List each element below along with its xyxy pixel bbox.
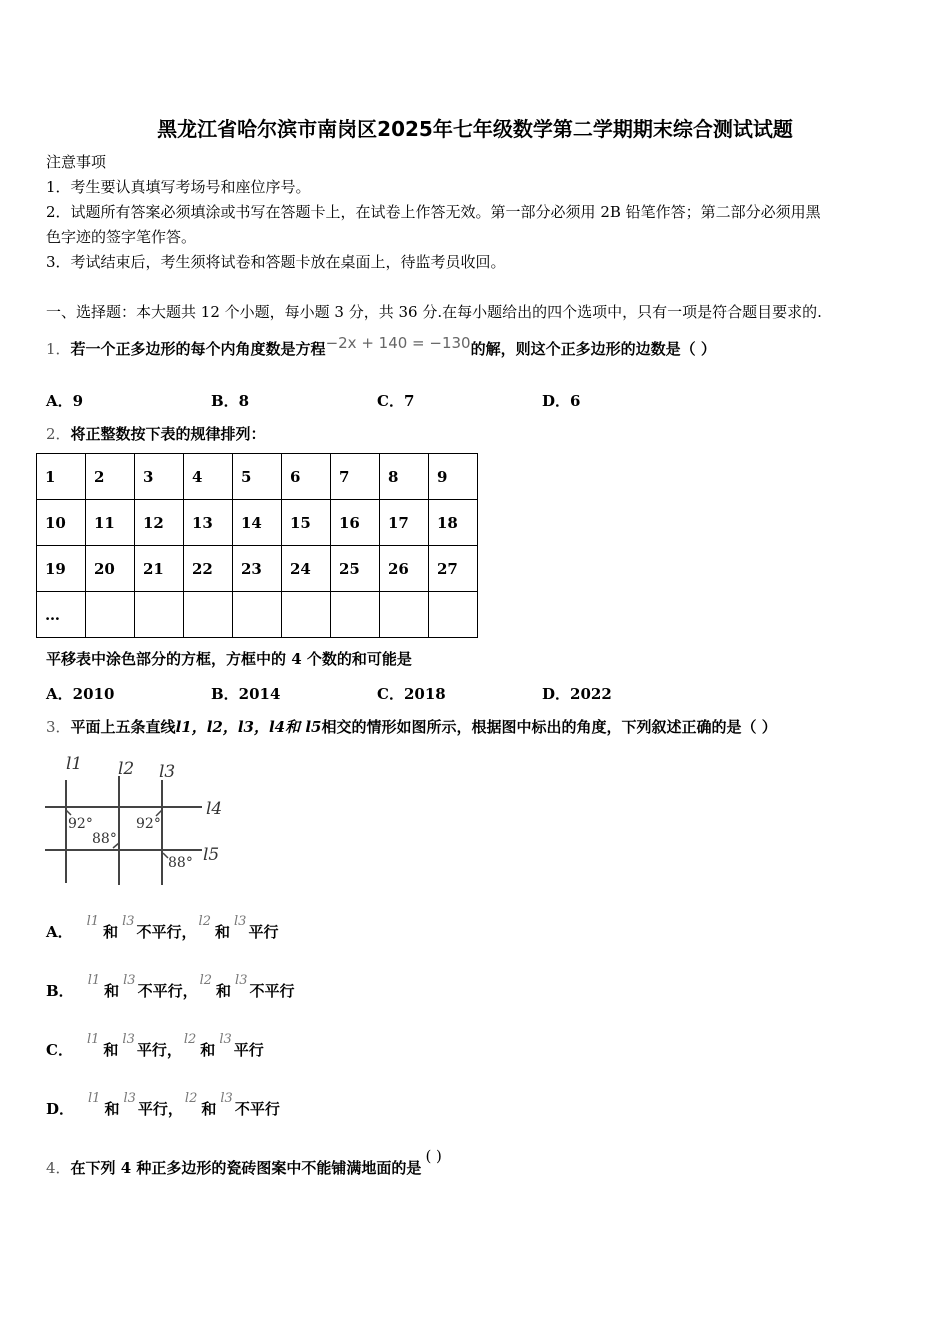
option-text: 平行 [248, 923, 279, 941]
table-cell: 2 [86, 454, 135, 500]
option-text: 平行， [136, 1041, 182, 1059]
option-letter: D． [46, 1100, 75, 1118]
table-cell: 7 [331, 454, 380, 500]
page-title: 黑龙江省哈尔滨市南岗区2025年七年级数学第二学期期末综合测试试题 [157, 117, 793, 141]
table-cell: 10 [37, 500, 86, 546]
table-cell: 16 [331, 500, 380, 546]
line-symbol: l1 [86, 914, 100, 929]
question-text: 相交的情形如图所示，根据图中标出的角度，下列叙述正确的是（ ） [321, 718, 777, 736]
line-symbol: l3 [122, 914, 135, 929]
question-3 [46, 717, 777, 737]
question-text: 若一个正多边形的每个内角度数是方程 [70, 340, 326, 358]
notice-item: 3．考试结束后，考生须将试卷和答题卡放在桌面上，待监考员收回。 [46, 253, 506, 271]
question-text: 平移表中涂色部分的方框，方框中的 4 个数的和可能是 [46, 650, 412, 668]
option-c[interactable]: C．2018 [377, 685, 446, 703]
line-symbol: l2 [184, 1091, 198, 1106]
notice-item: 2．试题所有答案必须填涂或书写在答题卡上，在试卷上作答无效。第一部分必须用 2B 铅笔作答；第二部分必须用黑 [46, 203, 821, 221]
option-text: 和 [216, 982, 232, 1000]
line-symbol: l1 [86, 1032, 100, 1047]
table-cell: 20 [86, 546, 135, 592]
notice-item: 色字迹的签字笔作答。 [46, 228, 197, 246]
lines-list: l1，l2，l3，l4和 l5 [175, 718, 322, 736]
table-cell: 1 [37, 454, 86, 500]
table-cell [380, 592, 429, 638]
label-l3: l3 [159, 762, 176, 782]
table-cell: 14 [233, 500, 282, 546]
table-cell: 18 [429, 500, 478, 546]
equation: −2x + 140 = −130 [325, 334, 471, 352]
question-1 [46, 334, 716, 359]
angle-label: 92° [68, 816, 93, 832]
line-symbol: l3 [123, 973, 136, 988]
table-cell: 25 [331, 546, 380, 592]
line-symbol: l3 [219, 1032, 232, 1047]
question-number: 3． [46, 718, 71, 736]
table-cell: 21 [135, 546, 184, 592]
line-symbol: l2 [183, 1032, 197, 1047]
table-cell [429, 592, 478, 638]
option-text: 和 [103, 923, 119, 941]
option-text: 和 [201, 1100, 217, 1118]
option-text: 不平行 [249, 982, 295, 1000]
table-cell: 23 [233, 546, 282, 592]
label-l2: l2 [118, 759, 135, 779]
option-d[interactable]: D．2022 [542, 685, 612, 703]
notice-item: 1．考生要认真填写考场号和座位序号。 [46, 178, 311, 196]
table-cell: 27 [429, 546, 478, 592]
question-text: 的解，则这个正多边形的边数是（ ） [470, 340, 716, 358]
table-cell: 13 [184, 500, 233, 546]
table-row [37, 500, 478, 546]
question-number: 2． [46, 425, 71, 443]
table-cell: 5 [233, 454, 282, 500]
table-cell: 3 [135, 454, 184, 500]
label-l1: l1 [66, 754, 83, 774]
line-symbol: l3 [123, 1091, 136, 1106]
question-2 [46, 424, 266, 444]
option-text: 不平行， [136, 923, 197, 941]
option-text: 和 [104, 1100, 120, 1118]
label-l4: l4 [206, 799, 223, 819]
table-cell: 17 [380, 500, 429, 546]
table-cell: 15 [282, 500, 331, 546]
lines-figure [40, 750, 240, 890]
option-text: 不平行， [137, 982, 198, 1000]
table-cell [282, 592, 331, 638]
option-text: 和 [104, 982, 120, 1000]
table-row [37, 546, 478, 592]
question-4 [46, 1147, 442, 1178]
table-cell: 11 [86, 500, 135, 546]
table-cell [233, 592, 282, 638]
option-letter: A． [46, 923, 73, 941]
option-text: 平行 [233, 1041, 264, 1059]
option-c[interactable] [46, 1032, 264, 1062]
option-text: 和 [200, 1041, 216, 1059]
option-d[interactable] [46, 1091, 280, 1121]
line-symbol: l3 [235, 973, 248, 988]
table-cell [86, 592, 135, 638]
table-cell: 4 [184, 454, 233, 500]
question-text: 在下列 4 种正多边形的瓷砖图案中不能铺满地面的是 [70, 1159, 422, 1177]
table-cell: 8 [380, 454, 429, 500]
angle-label: 92° [136, 816, 161, 832]
table-cell: 26 [380, 546, 429, 592]
table-cell: 12 [135, 500, 184, 546]
option-letter: B． [46, 982, 74, 1000]
question-text: 平面上五条直线 [70, 718, 176, 736]
table-cell: … [37, 592, 86, 638]
option-text: 不平行 [234, 1100, 280, 1118]
question-number: 1． [46, 340, 71, 358]
table-row [37, 592, 478, 638]
line-symbol: l2 [198, 914, 211, 929]
question-number: 4． [46, 1159, 71, 1177]
line-symbol: l3 [234, 914, 247, 929]
answer-parentheses: ( ) [425, 1147, 442, 1165]
line-symbol: l3 [122, 1032, 135, 1047]
angle-label: 88° [92, 831, 117, 847]
angle-label: 88° [168, 855, 193, 871]
option-text: 平行， [137, 1100, 183, 1118]
label-l5: l5 [203, 845, 220, 865]
table-cell: 22 [184, 546, 233, 592]
option-b[interactable]: B．2014 [211, 685, 281, 703]
line-symbol: l2 [199, 973, 213, 988]
table-cell: 9 [429, 454, 478, 500]
question-text: 将正整数按下表的规律排列： [70, 425, 266, 443]
line-symbol: l1 [87, 973, 101, 988]
table-cell: 24 [282, 546, 331, 592]
option-text: 和 [103, 1041, 119, 1059]
option-letter: C． [46, 1041, 73, 1059]
option-b[interactable] [46, 973, 295, 1003]
line-symbol: l3 [220, 1091, 233, 1106]
option-text: 和 [214, 923, 230, 941]
section-heading: 一、选择题：本大题共 12 个小题，每小题 3 分，共 36 分.在每小题给出的四个选项中，只有一项是符合题目要求的. [46, 303, 822, 321]
option-c[interactable]: C．7 [377, 392, 415, 410]
table-row [37, 454, 478, 500]
option-d[interactable]: D．6 [542, 392, 581, 410]
notice-heading: 注意事项 [46, 153, 107, 171]
option-a[interactable]: A．2010 [46, 685, 115, 703]
table-cell: 19 [37, 546, 86, 592]
option-a[interactable] [46, 914, 279, 944]
table-cell [135, 592, 184, 638]
number-table [36, 453, 478, 638]
line-symbol: l1 [88, 1091, 101, 1106]
option-a[interactable]: A．9 [46, 392, 84, 410]
table-cell [184, 592, 233, 638]
table-cell: 6 [282, 454, 331, 500]
option-b[interactable]: B．8 [211, 392, 250, 410]
table-cell [331, 592, 380, 638]
